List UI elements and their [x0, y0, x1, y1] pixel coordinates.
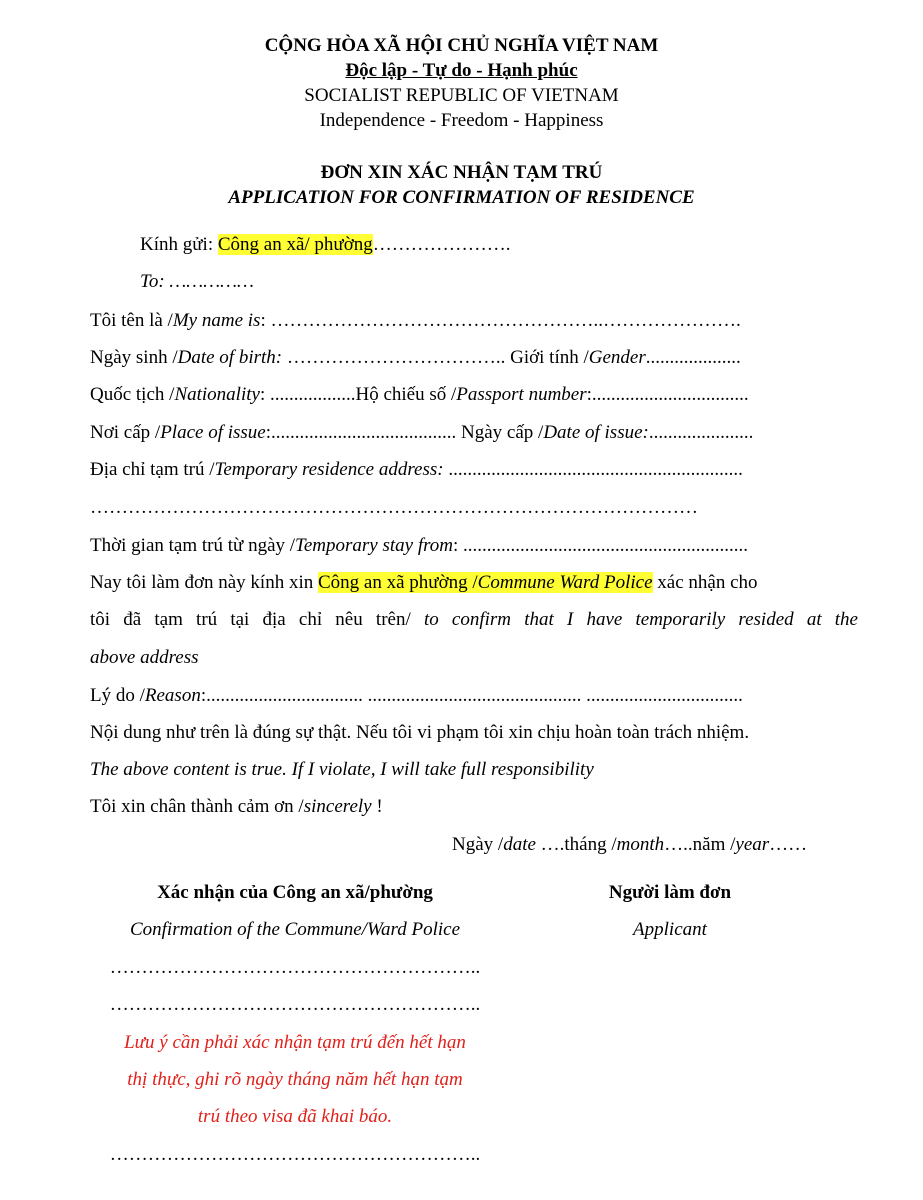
- title-vn: ĐƠN XIN XÁC NHẬN TẠM TRÚ: [320, 162, 603, 183]
- name-field: [90, 310, 741, 332]
- address-field: [90, 459, 743, 481]
- passport-label-en: Passport number: [456, 384, 587, 405]
- request-line-3: above address: [90, 647, 199, 668]
- year-en: year: [735, 834, 770, 855]
- country-name-vn: CỘNG HÒA XÃ HỘI CHỦ NGHĨA VIỆT NAM: [264, 35, 659, 56]
- date-line: [452, 834, 807, 856]
- date-thang: ….tháng /: [535, 834, 617, 855]
- address-dots: ..............................................................: [443, 459, 743, 480]
- stay-dots: : ............................................................: [453, 535, 749, 556]
- date-end: ……: [769, 834, 808, 855]
- address-label-en: Temporary residence address:: [214, 459, 444, 480]
- month-en: month: [616, 834, 665, 855]
- police-confirmation-title: Xác nhận của Công an xã/phường: [157, 882, 433, 903]
- date-ngay: Ngày /: [452, 834, 504, 855]
- place-label: Nơi cấp /: [90, 422, 161, 443]
- country-name-en: SOCIALIST REPUBLIC OF VIETNAM: [304, 85, 619, 106]
- dob-dots: …………………………….. Giới tính /: [282, 347, 589, 368]
- nationality-dots: : ..................Hộ chiếu số /: [259, 384, 457, 405]
- date-en: date: [503, 834, 536, 855]
- recipient-highlight: Công an xã/ phường: [217, 234, 373, 255]
- police-dots-2: …………………………………………………..: [109, 994, 481, 1015]
- thanks-end: !: [371, 796, 383, 817]
- passport-dots: :.................................: [586, 384, 749, 405]
- thanks-vn: Tôi xin chân thành cảm ơn /: [90, 796, 304, 817]
- gender-dots: ....................: [645, 347, 741, 368]
- address-label: Địa chỉ tạm trú /: [90, 459, 215, 480]
- gender-label-en: Gender: [588, 347, 646, 368]
- thanks-line: [90, 796, 383, 818]
- police-dots-1: …………………………………………………..: [109, 957, 481, 978]
- request-line-2: [90, 609, 858, 631]
- title-en: APPLICATION FOR CONFIRMATION OF RESIDENCE: [228, 187, 695, 208]
- recipient-en: To: ……………: [140, 271, 254, 292]
- nationality-label-en: Nationality: [174, 384, 260, 405]
- police-confirmation-title-en: Confirmation of the Commune/Ward Police: [129, 919, 461, 940]
- reason-label: Lý do /: [90, 685, 145, 706]
- name-label-en: My name is: [172, 310, 261, 331]
- name-label: Tôi tên là /: [90, 310, 173, 331]
- reason-dots: :................................. ............................................. .................................: [200, 685, 743, 706]
- note-line-2: thị thực, ghi rõ ngày tháng năm hết hạn tạm: [127, 1069, 463, 1090]
- dob-field: [90, 347, 741, 369]
- request-highlight-en: Commune Ward Police: [477, 572, 653, 593]
- dob-label-en: Date of birth:: [177, 347, 283, 368]
- request-post: xác nhận cho: [652, 572, 758, 593]
- date-issue-label-en: Date of issue:: [543, 422, 649, 443]
- stay-field: [90, 535, 748, 557]
- recipient-line: [140, 234, 511, 256]
- declaration-vn: Nội dung như trên là đúng sự thật. Nếu tôi vi phạm tôi xin chịu hoàn toàn trách nhiệm.: [90, 722, 750, 743]
- motto-vn-wrap: [0, 60, 923, 82]
- place-label-en: Place of issue: [160, 422, 266, 443]
- thanks-en: sincerely: [303, 796, 372, 817]
- stay-label: Thời gian tạm trú từ ngày /: [90, 535, 296, 556]
- motto-vn: Độc lập - Tự do - Hạnh phúc: [345, 60, 578, 81]
- dob-label: Ngày sinh /: [90, 347, 178, 368]
- applicant-title-en: Applicant: [633, 919, 707, 940]
- issue-field: [90, 422, 753, 444]
- date-nam: …..năm /: [664, 834, 736, 855]
- request-highlight: [318, 572, 653, 593]
- note-line-3: trú theo visa đã khai báo.: [197, 1106, 393, 1127]
- police-dots-3: …………………………………………………..: [109, 1144, 481, 1165]
- request-pre: Nay tôi làm đơn này kính xin: [90, 572, 318, 593]
- recipient-dots: ………………….: [372, 234, 511, 255]
- nationality-field: [90, 384, 749, 406]
- request-line2-vn: tôi đã tạm trú tại địa chỉ nêu trên/: [90, 609, 424, 630]
- place-dots: :....................................... Ngày cấp /: [265, 422, 544, 443]
- reason-field: [90, 685, 743, 707]
- date-issue-dots: ......................: [648, 422, 754, 443]
- request-line-1: [90, 572, 758, 594]
- nationality-label: Quốc tịch /: [90, 384, 175, 405]
- recipient-label: Kính gửi:: [140, 234, 218, 255]
- request-highlight-vn: Công an xã phường /: [318, 572, 478, 593]
- motto-en: Independence - Freedom - Happiness: [319, 110, 604, 131]
- address-line-2: ……………………………………………………………………………………: [90, 497, 698, 518]
- declaration-en: The above content is true. If I violate, I will take full responsibility: [90, 759, 594, 780]
- request-line2-en: to confirm that I have temporarily resided at the: [423, 609, 858, 630]
- stay-label-en: Temporary stay from: [295, 535, 454, 556]
- name-dots: : ……………………………………………..………………….: [260, 310, 741, 331]
- reason-label-en: Reason: [144, 685, 201, 706]
- applicant-title: Người làm đơn: [608, 882, 732, 903]
- note-line-1: Lưu ý cần phải xác nhận tạm trú đến hết hạn: [124, 1032, 466, 1053]
